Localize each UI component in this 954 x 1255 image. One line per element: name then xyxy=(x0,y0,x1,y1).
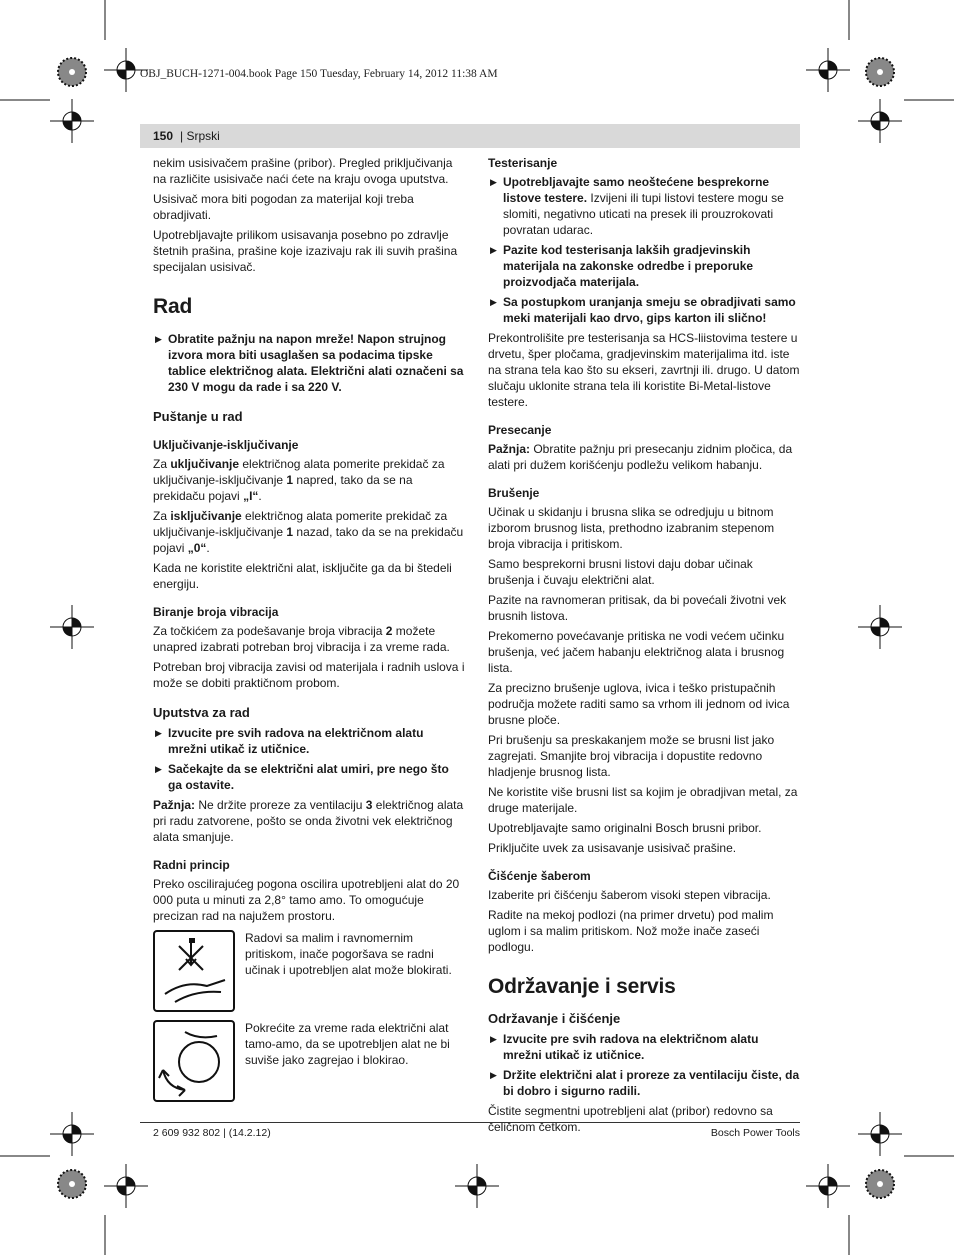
bullet-triangle-icon: ▶ xyxy=(155,728,162,738)
paragraph: Za isključivanje električnog alata pomerite prekidač za uključivanje-isključivanje 1 nazad, tako da se na prekidaču pojavi „0“. xyxy=(153,509,464,555)
page-header xyxy=(140,124,800,148)
paragraph: Prekontrolišite pre testerisanja sa HCS-liistovima testere u drvetu, šper pločama, gradjevinskim materijalima itd. iste na strana tela kao što su ekseri, zavrtnji ili. drugo. U datom slučaju uklonite strana tela ili koristite Bi-Metal-listove testere. xyxy=(488,331,800,409)
bullet-triangle-icon: ▶ xyxy=(490,297,497,307)
figure-caption: Pokrećite za vreme rada električni alat tamo-amo, da se upotrebljen alat ne bi suviše jako zagrejao i blokirao. xyxy=(245,1021,450,1067)
figure-caption: Radovi sa malim i ravnomernim pritiskom, inače pogoršava se radni učinak i upotrebljen alat može blokirati. xyxy=(245,931,452,977)
bullet-triangle-icon: ▶ xyxy=(155,764,162,774)
paragraph: Učinak u skidanju i brusna slika se odredjuju u bitnom izborom brusnog lista, prethodno izabranim stepenom broja vibracija i pritiskom. xyxy=(488,505,775,551)
footer-doc-number: 2 609 932 802 | (14.2.12) xyxy=(153,1127,271,1139)
low-pressure-illustration xyxy=(153,930,235,1012)
bullet-triangle-icon: ▶ xyxy=(490,1034,497,1044)
subheading: Testerisanje xyxy=(488,156,558,170)
paragraph: Preko oscilirajućeg pogona oscilira upotrebljeni alat do 20 000 puta u minuti za 2,8° tamo amo. To omogućuje precizan rad na najužem prostoru. xyxy=(153,877,460,923)
left-column xyxy=(153,155,465,1110)
subsection-title: Puštanje u rad xyxy=(153,409,243,424)
subsection-title: Održavanje i čišćenje xyxy=(488,1011,621,1026)
figure-row xyxy=(153,930,465,1012)
warning-bullet: ▶ Izvucite pre svih radova na električnom alatu mrežni utikač iz utičnice. xyxy=(155,726,424,756)
warning-bullet: ▶ Sačekajte da se električni alat umiri, pre nego što ga ostavite. xyxy=(155,762,449,792)
intro-paragraph: nekim usisivačem prašine (pribor). Pregled priključivanja na različite usisivače naći ćete na kraju ovoga uputstva. xyxy=(153,156,453,186)
subheading: Čišćenje šaberom xyxy=(488,869,591,883)
paragraph: Pažnja: Obratite pažnju pri presecanju zidnim pločica, da alati pri dužem korišćenju podležu velikom habanju. xyxy=(488,442,793,472)
bullet-triangle-icon: ▶ xyxy=(490,177,497,187)
paragraph: Pri brušenju sa preskakanjem može se brusni list jako zagrejati. Smanjite broj vibracija i dopustite redovno hladjenje brusnog lista. xyxy=(488,733,775,779)
paragraph: Kada ne koristite električni alat, isključite ga da bi štedeli energiju. xyxy=(153,561,452,591)
subheading: Presecanje xyxy=(488,423,552,437)
warning-bullet: ▶ Pazite kod testerisanja lakših gradjevinskih materijala na zakonske odredbe i preporuke proizvodjača materijala. xyxy=(490,243,754,289)
paragraph: Ne koristite više brusni list sa kojim je obradjivan metal, za druge materijale. xyxy=(488,785,798,815)
paragraph: Za uključivanje električnog alata pomerite prekidač za uključivanje-isključivanje 1 napred, tako da se na prekidaču pojavi „I“. xyxy=(153,457,445,503)
paragraph: Priključite uvek za usisavanje usisivač prašine. xyxy=(488,841,737,855)
intro-paragraph: Upotrebljavajte prilikom usisavanja posebno po zdravlje štetnih prašina, prašine koje izazivaju rak ili suvih prašina specijalan usisivač. xyxy=(153,228,458,274)
language-label: | Srpski xyxy=(180,129,220,143)
section-title-rad: Rad xyxy=(153,295,193,318)
subheading: Biranje broja vibracija xyxy=(153,605,279,619)
paragraph: Pazite na ravnomeran pritisak, da bi povećali životni vek brusnih listova. xyxy=(488,593,787,623)
paragraph: Samo besprekorni brusni listovi daju dobar učinak brušenja i čuvaju električni alat. xyxy=(488,557,753,587)
paragraph: Pažnja: Ne držite proreze za ventilaciju 3 električnog alata pri radu zatvorene, pošto se onda životni vek električnog alata smanjuje. xyxy=(153,798,464,844)
bullet-triangle-icon: ▶ xyxy=(490,1070,497,1080)
warning-bullet: ▶ Obratite pažnju na napon mreže! Napon strujnog izvora mora biti usaglašen sa podacima tipske tablice električnog alata. Električni alati označeni sa 230 V mogu da rade i sa 220 V. xyxy=(155,332,464,394)
paragraph: Izaberite pri čišćenju šaberom visoki stepen vibracija. xyxy=(488,888,771,902)
paragraph: Potreban broj vibracija zavisi od materijala i radnih uslova i može se dobiti praktičnom probom. xyxy=(153,660,465,690)
move-back-forth-illustration xyxy=(153,1020,235,1102)
intro-paragraph: Usisivač mora biti pogodan za materijal koji treba obradjivati. xyxy=(153,192,414,222)
warning-bullet: ▶ Upotrebljavajte samo neoštećene besprekorne listove testere. Izvijeni ili tupi listovi testere mogu se slomiti, negativno uticati na presek ili prouzrokovati povratan udarac. xyxy=(490,175,784,237)
paragraph: Za točkićem za podešavanje broja vibracija 2 možete unapred izabrati potreban broj vibracija i za vreme rada. xyxy=(153,624,450,654)
subheading: Radni princip xyxy=(153,858,230,872)
right-column xyxy=(488,155,800,1139)
paragraph: Za precizno brušenje uglova, ivica i teško pristupačnih područja možete raditi samo sa vrhom ili jednom od ivica brusne ploče. xyxy=(488,681,790,727)
footer-divider xyxy=(140,1122,800,1123)
page-number: 150 xyxy=(153,129,174,143)
warning-bullet: ▶ Držite električni alat i proreze za ventilaciju čiste, da bi dobro i sigurno radili. xyxy=(490,1068,800,1098)
paragraph: Prekomerno povećavanje pritiska ne vodi većem učinku brušenja, već jačem habanju električnog alata i brusnog lista. xyxy=(488,629,785,675)
subheading: Uključivanje-isključivanje xyxy=(153,438,299,452)
section-title-odrzavanje: Održavanje i servis xyxy=(488,975,676,998)
footer-brand: Bosch Power Tools xyxy=(710,1127,800,1139)
bullet-triangle-icon: ▶ xyxy=(490,245,497,255)
bullet-triangle-icon: ▶ xyxy=(155,334,162,344)
paragraph: Čistite segmentni upotrebljeni alat (pribor) redovno sa čeličnom četkom. xyxy=(488,1104,773,1134)
paragraph: Upotrebljavajte samo originalni Bosch brusni pribor. xyxy=(488,821,762,835)
warning-bullet: ▶ Sa postupkom uranjanja smeju se obradjivati samo meki materijali kao drvo, gips karton ili slično! xyxy=(490,295,796,325)
warning-bullet: ▶ Izvucite pre svih radova na električnom alatu mrežni utikač iz utičnice. xyxy=(490,1032,759,1062)
subheading: Brušenje xyxy=(488,486,540,500)
paragraph: Radite na mekoj podlozi (na primer drvetu) pod malim uglom i sa malim pritiskom. Nož može inače zaseći podlogu. xyxy=(488,908,774,954)
subsection-title: Uputstva za rad xyxy=(153,705,250,720)
book-slug: OBJ_BUCH-1271-004.book Page 150 Tuesday, February 14, 2012 11:38 AM xyxy=(140,68,498,80)
figure-row xyxy=(153,1020,465,1102)
